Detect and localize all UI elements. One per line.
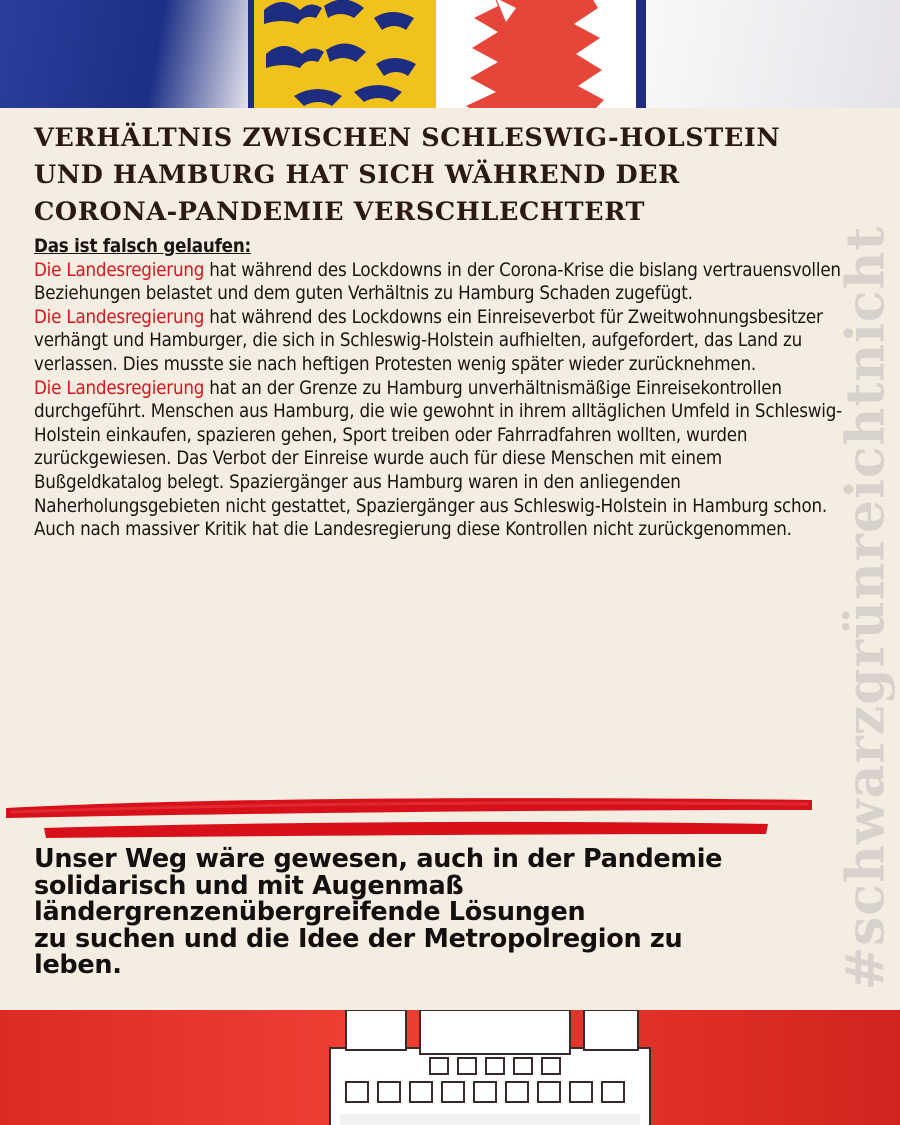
headline-line: CORONA-PANDEMIE VERSCHLECHTERT: [34, 197, 646, 227]
hamburg-flag-banner: [0, 1010, 900, 1125]
conclusion-line: Unser Weg wäre gewesen, auch in der Pandemie: [34, 844, 723, 874]
paragraph-text: hat während des Lockdowns ein Einreiseverbot für Zweitwohnungsbesitzer verhängt und Hamburger, die sich in Schleswig-Holstein aufhielten, aufgefordert, das Land zu verlassen. Dies musste sie nach heftigen Protesten wenig später wieder zurücknehmen.: [34, 306, 823, 375]
highlight-text: Die Landesregierung: [34, 259, 205, 281]
highlight-text: Die Landesregierung: [34, 306, 205, 328]
paragraph-text: hat während des Lockdowns in der Corona-Krise die bislang vertrauensvollen Beziehungen belastet und dem guten Verhältnis zu Hamburg Schaden zugefügt.: [34, 259, 841, 305]
paragraph: [34, 306, 854, 377]
paragraph: [34, 259, 854, 306]
paragraph: [34, 377, 854, 519]
castle-icon: [0, 1010, 900, 1125]
conclusion-line: zu suchen und die Idee der Metropolregion zu: [34, 923, 683, 954]
conclusion-line: solidarisch und mit Augenmaß: [34, 870, 464, 901]
section-heading: Das ist falsch gelaufen:: [34, 236, 252, 257]
headline: [34, 120, 874, 231]
conclusion-line: leben.: [34, 950, 122, 980]
hashtag-text: #schwarzgrünreichtnicht: [835, 225, 897, 991]
conclusion-line: ländergrenzenübergreifende Lösungen: [34, 897, 586, 927]
highlight-text: Die Landesregierung: [34, 377, 205, 399]
lions-shield-icon: [248, 0, 442, 108]
red-brush-stroke-divider: [0, 786, 900, 846]
paragraph-text: hat an der Grenze zu Hamburg unverhältnismäßige Einreisekontrollen durchgeführt. Menschen aus Hamburg, die wie gewohnt in ihrem alltäglichen Umfeld in Schleswig-Holstein einkaufen, spazieren gehen, Sport treiben oder Fahrradfahren wollten, wurden zurückgewiesen. Das Verbot der Einreise wurde auch für diese Menschen mit einem Bußgeldkatalog belegt. Spaziergänger aus Hamburg waren in den anliegenden Naherholungsgebieten nicht gestattet, Spaziergänger aus Schleswig-Holstein in Hamburg schon.: [34, 377, 842, 517]
nettle-leaf-icon: [436, 0, 636, 108]
conclusion-statement: [34, 846, 834, 979]
headline-line: UND HAMBURG HAT SICH WÄHREND DER: [34, 160, 680, 190]
paragraph: Auch nach massiver Kritik hat die Landesregierung diese Kontrollen nicht zurückgenommen.: [34, 519, 792, 541]
headline-line: VERHÄLTNIS ZWISCHEN SCHLESWIG-HOLSTEIN: [34, 123, 781, 153]
body-text: [34, 235, 854, 542]
content-card: [0, 108, 900, 1010]
schleswig-holstein-flag-banner: [0, 0, 900, 108]
